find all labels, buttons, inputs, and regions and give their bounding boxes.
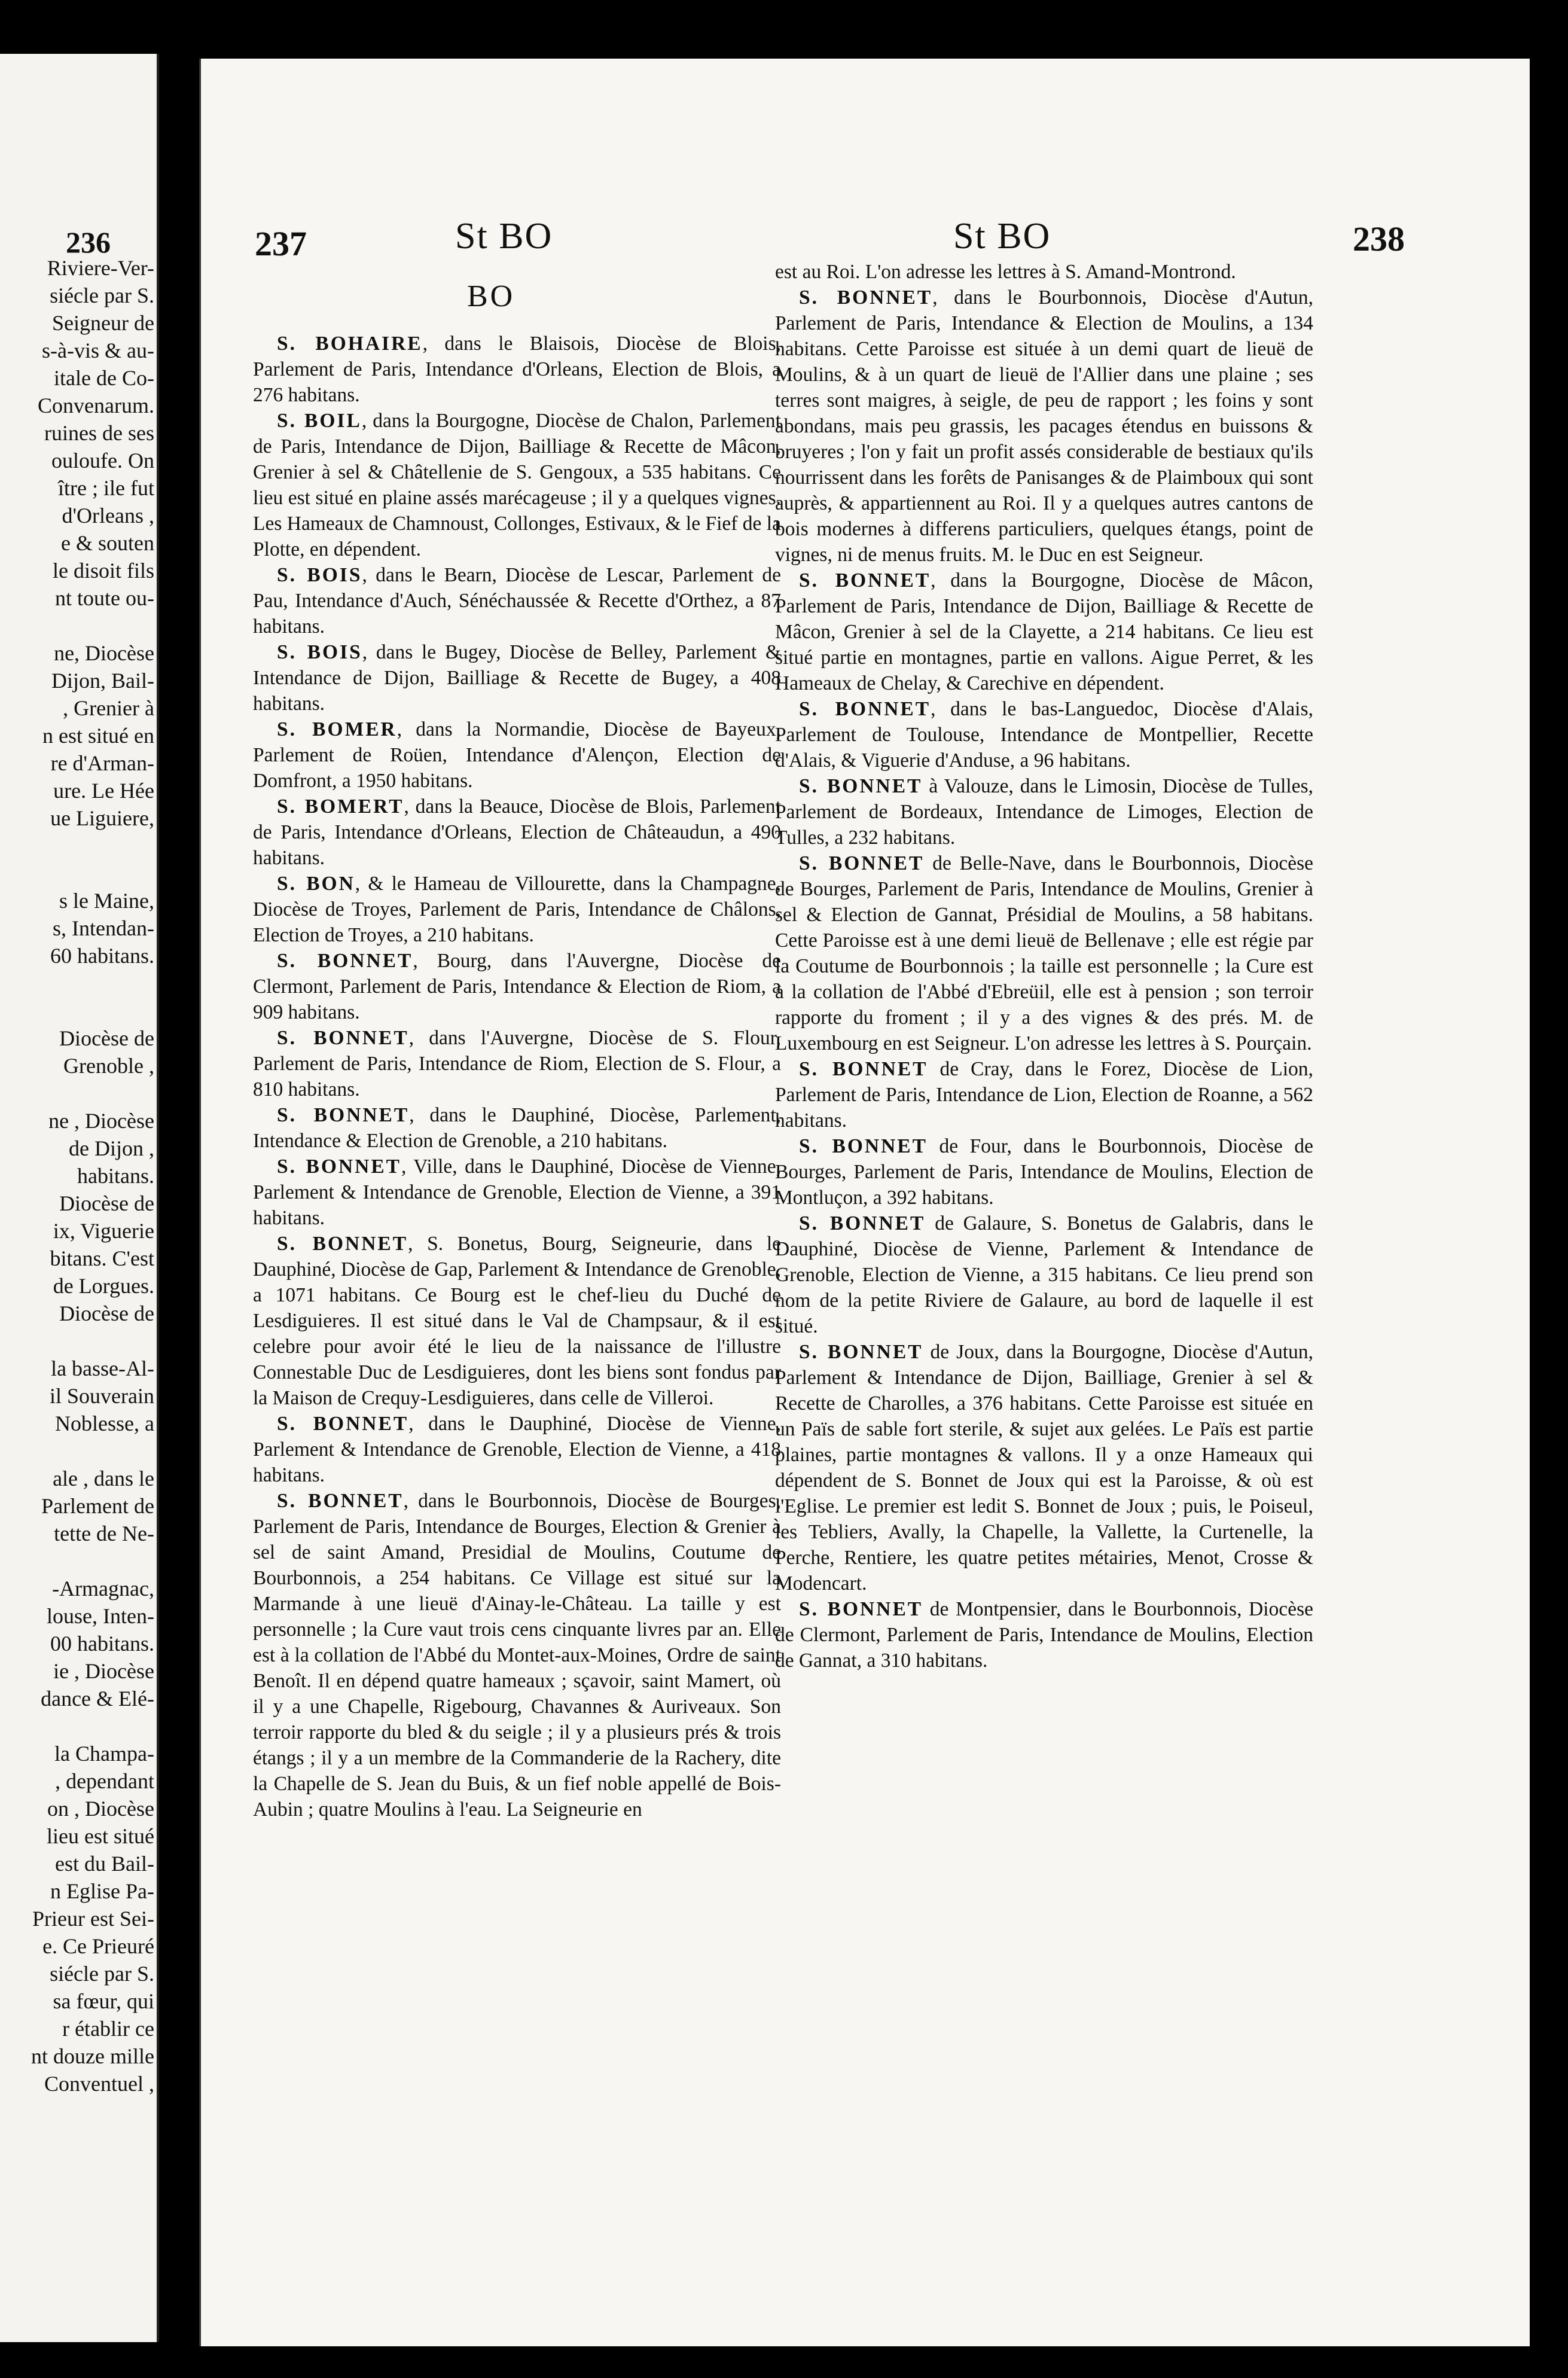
gazetteer-entry [253, 1102, 781, 1154]
fragment-line: e. Ce Prieuré [42, 1934, 154, 1958]
entry-text: , dans le bas-Languedoc, Diocèse d'Alais, Parlement de Toulouse, Intendance de Montpellier, Recette d'Alais, & Viguerie d'Anduse, a 96 habitans. [775, 698, 1314, 772]
left-page-number: 236 [66, 225, 111, 259]
fragment-line: de Dijon , [69, 1136, 154, 1160]
fragment-line: nt toute ou- [55, 586, 154, 610]
fragment-line: s-à-vis & au- [42, 339, 154, 362]
fragment-line: s, Intendan- [53, 916, 154, 940]
fragment-line: habitans. [77, 1164, 154, 1188]
entry-title: S. BONNET [799, 286, 933, 309]
gazetteer-entry [253, 871, 781, 948]
fragment-line: la basse-Al- [51, 1356, 154, 1380]
entry-title: S. BOMERT [277, 795, 404, 818]
left-column [253, 331, 781, 1822]
gazetteer-entry [253, 1411, 781, 1488]
entry-title: S. BOIS [277, 641, 362, 663]
entry-text: de Joux, dans la Bourgogne, Diocèse d'Autun, Parlement & Intendance de Dijon, Bailliage, Grenier à sel & Recette de Charolles, a 376 habitans. Cette Paroisse est située en un Païs de sable fort sterile, & sujet aux gelées. Le Païs est partie plaines, partie montagnes & vallons. Il y a onze Hameaux qui dépendent de S. Bonnet de Joux qui est la Paroisse, & où est l'Eglise. Le premier est ledit S. Bonnet de Joux ; puis, le Poiseul, les Tebliers, Avally, la Chapelle, la Vallette, la Curtenelle, la Perche, Rentiere, les quatre petites métairies, Menot, Crosse & Modencart. [775, 1341, 1313, 1595]
gazetteer-entry [253, 1488, 781, 1822]
entry-title: S. BONNET [277, 1233, 408, 1255]
entry-title: S. BONNET [799, 1598, 923, 1620]
gazetteer-entry [253, 1231, 781, 1411]
gazetteer-entry [775, 568, 1313, 696]
entry-text: de Four, dans le Bourbonnois, Diocèse de Bourges, Parlement de Paris, Intendance de Moulins, Election de Montluçon, a 392 habitans. [775, 1135, 1313, 1209]
previous-page-edge [0, 54, 159, 2342]
fragment-line: bitans. C'est [50, 1246, 154, 1270]
running-head-right: St BO [953, 216, 1051, 257]
fragment-line: , dependant [55, 1769, 154, 1793]
fragment-line: Grenoble , [63, 1054, 154, 1078]
entry-title: S. BONNET [277, 1104, 410, 1126]
entry-title: S. BONNET [277, 1027, 409, 1049]
entry-text: de Montpensier, dans le Bourbonnois, Diocèse de Clermont, Parlement de Paris, Intendance de Moulins, Election de Gannat, a 310 habitans. [775, 1598, 1313, 1672]
entry-text: , dans le Dauphiné, Diocèse de Vienne, Parlement & Intendance de Grenoble, Election de Vienne, a 418 habitans. [253, 1413, 781, 1486]
fragment-line: ruines de ses [44, 421, 154, 445]
gazetteer-entry [775, 773, 1313, 850]
gazetteer-entry [253, 1154, 781, 1231]
gazetteer-entry [775, 696, 1313, 773]
gazetteer-entry [775, 1056, 1313, 1133]
fragment-line: r établir ce [62, 2017, 154, 2041]
fragment-line: Riviere-Ver- [47, 256, 154, 280]
running-head-left: St BO [455, 216, 553, 257]
fragment-line: ître ; ile fut [58, 476, 154, 500]
fragment-line: Seigneur de [52, 311, 154, 335]
entry-title: S. BOIL [277, 410, 362, 432]
entry-title: S. BONNET [799, 1135, 928, 1157]
fragment-line: ne, Diocèse [54, 641, 154, 665]
entry-title: S. BONNET [277, 1413, 409, 1435]
fragment-line: tette de Ne- [54, 1522, 154, 1545]
entry-title: S. BONNET [799, 1341, 923, 1363]
fragment-line: est du Bail- [55, 1852, 154, 1876]
entry-text: , Ville, dans le Dauphiné, Diocèse de Vienne, Parlement & Intendance de Grenoble, Election de Vienne, a 391 habitans. [253, 1156, 781, 1229]
fragment-line: ie , Diocèse [53, 1659, 154, 1683]
right-column [775, 259, 1313, 1673]
fragment-line: ouloufe. On [51, 449, 154, 472]
fragment-line: siécle par S. [50, 283, 154, 307]
entry-text: , dans la Beauce, Diocèse de Blois, Parlement de Paris, Intendance d'Orleans, Election de Châteaudun, a 490 habitans. [253, 795, 781, 869]
fragment-line: lieu est situé [47, 1824, 154, 1848]
entry-title: S. BONNET [799, 852, 925, 874]
fragment-line: ale , dans le [53, 1467, 154, 1490]
gazetteer-entry [775, 1596, 1313, 1673]
gazetteer-entry [775, 1339, 1313, 1596]
fragment-line: itale de Co- [54, 366, 154, 390]
fragment-line: ix, Viguerie [53, 1219, 154, 1243]
section-heading: BO [467, 279, 515, 313]
entry-text: , Bourg, dans l'Auvergne, Diocèse de Clermont, Parlement de Paris, Intendance & Election de Riom, a 909 habitans. [253, 950, 782, 1023]
page [199, 59, 1530, 2346]
gazetteer-entry [775, 1211, 1313, 1339]
fragment-line: Diocèse de [59, 1191, 154, 1215]
fragment-line: nt douze mille [31, 2044, 154, 2068]
fragment-line: Conventuel , [44, 2072, 154, 2096]
fragment-line: e & souten [61, 531, 154, 555]
fragment-line: -Armagnac, [52, 1577, 154, 1600]
gazetteer-entry [253, 717, 781, 794]
entry-text: , dans la Bourgogne, Diocèse de Mâcon, Parlement de Paris, Intendance de Dijon, Bailliage & Recette de Mâcon, Grenier à sel de la Clayette, a 214 habitans. Ce lieu est situé partie en montagnes, partie en vallons. Aigue Perret, & les Hameaux de Chelay, & Carechive en dépendent. [775, 569, 1313, 694]
entry-title: S. BONNET [799, 698, 931, 720]
entry-text: , dans l'Auvergne, Diocèse de S. Flour, Parlement de Paris, Intendance de Riom, Election de S. Flour, a 810 habitans. [253, 1027, 781, 1100]
fragment-line: Dijon, Bail- [51, 669, 154, 693]
entry-title: S. BOIS [277, 564, 362, 586]
fragment-line: de Lorgues. [53, 1274, 154, 1298]
entry-title: S. BON [277, 873, 355, 895]
entry-text: , dans le Bourbonnois, Diocèse d'Autun, Parlement de Paris, Intendance & Election de Moulins, a 134 habitans. Cette Paroisse est située à un demi quart de lieuë de Moulins, & à un quart de lieuë de l'Allier dans une plaine ; ses terres sont maigres, à seigle, de peu de rapport ; les foins y sont abondans, mais peu grassis, les pacages étendus en buissons & bruyeres ; l'on y fait un profit assés considerable de bestiaux qu'ils nourrissent dans les forêts de Panisanges & de Plaimboux qui sont auprès, & appartiennent au Roi. Il y a quelques autres cantons de bois modernes à differens particuliers, quelques étangs, point de vignes, ni de menus fruits. M. le Duc en est Seigneur. [775, 286, 1314, 566]
entry-text: , dans la Normandie, Diocèse de Bayeux, Parlement de Roüen, Intendance d'Alençon, Election de Domfront, a 1950 habitans. [253, 718, 781, 792]
entry-title: S. BONNET [799, 1212, 926, 1234]
gazetteer-entry [253, 794, 781, 871]
entry-text: , dans le Bugey, Diocèse de Belley, Parlement & Intendance de Dijon, Bailliage & Recette de Bugey, a 408 habitans. [253, 641, 782, 715]
entry-text: , dans le Dauphiné, Diocèse, Parlement, Intendance & Election de Grenoble, a 210 habitans. [253, 1104, 782, 1152]
fragment-line: sa fœur, qui [53, 1989, 154, 2013]
gazetteer-entry [253, 331, 781, 408]
gazetteer-entry [253, 948, 781, 1025]
gazetteer-entry [775, 850, 1313, 1056]
entry-title: S. BONNET [277, 950, 413, 972]
gazetteer-entry [775, 1133, 1313, 1211]
fragment-line: Convenarum. [38, 394, 154, 417]
fragment-line: le disoit fils [53, 559, 154, 583]
entry-text: de Belle-Nave, dans le Bourbonnois, Diocèse de Bourges, Parlement de Paris, Intendance de Moulins, Grenier à sel & Election de Gannat, Présidial de Moulins, a 58 habitans. Cette Paroisse est à une demi lieuë de Bellenave ; elle est régie par la Coutume de Bourbonnois ; la taille est personnelle ; la Cure est à la collation de l'Abbé d'Ebreüil, elle est à pension ; son terroir rapporte du froment ; il y a des vignes & des prés. M. de Luxembourg en est Seigneur. L'on adresse les lettres à S. Pourçain. [775, 852, 1313, 1054]
entry-title: S. BONNET [277, 1490, 404, 1512]
gazetteer-entry [775, 259, 1313, 285]
fragment-line: la Champa- [54, 1742, 154, 1766]
fragment-line: Parlement de [41, 1494, 154, 1518]
entry-title: S. BONNET [799, 1058, 928, 1080]
fragment-line: s le Maine, [59, 889, 154, 913]
entry-text: à Valouze, dans le Limosin, Diocèse de Tulles, Parlement de Bordeaux, Intendance de Limoges, Election de Tulles, a 232 habitans. [775, 775, 1314, 849]
fragment-line: ure. Le Hée [53, 779, 154, 803]
entry-text: , dans le Blaisois, Diocèse de Blois, Parlement de Paris, Intendance d'Orleans, Election de Blois, a 276 habitans. [253, 333, 781, 406]
gazetteer-entry [253, 408, 781, 562]
gazetteer-entry [775, 285, 1313, 568]
entry-text: , S. Bonetus, Bourg, Seigneurie, dans le Dauphiné, Diocèse de Gap, Parlement & Intendance de Grenoble, a 1071 habitans. Ce Bourg est le chef-lieu du Duché de Lesdiguieres. Il est situé dans le Val de Champsaur, & il est celebre pour avoir été le lieu de la naissance de l'illustre Connestable Duc de Lesdiguieres, dont les biens sont fondus par la Maison de Crequy-Lesdiguieres, dans celle de Villeroi. [253, 1233, 781, 1409]
entry-title: S. BOMER [277, 718, 397, 740]
entry-title: S. BONNET [799, 775, 923, 797]
entry-text: est au Roi. L'on adresse les lettres à S. Amand-Montrond. [775, 261, 1236, 283]
fragment-line: on , Diocèse [47, 1797, 154, 1821]
fragment-line: Diocèse de [59, 1301, 154, 1325]
entry-text: , dans le Bearn, Diocèse de Lescar, Parlement de Pau, Intendance d'Auch, Sénéchaussée & Recette d'Orthez, a 87 habitans. [253, 564, 781, 638]
page-number-left: 237 [255, 224, 307, 263]
fragment-line: Noblesse, a [55, 1411, 154, 1435]
fragment-line: d'Orleans , [62, 504, 154, 528]
page-number-right: 238 [1353, 219, 1405, 258]
gazetteer-entry [253, 562, 781, 639]
fragment-line: ue Liguiere, [50, 806, 154, 830]
fragment-line: louse, Inten- [47, 1604, 154, 1628]
fragment-line: dance & Elé- [41, 1687, 154, 1711]
fragment-line: 60 habitans. [50, 944, 154, 968]
fragment-line: siécle par S. [50, 1962, 154, 1986]
fragment-line: n Eglise Pa- [50, 1879, 154, 1903]
fragment-line: il Souverain [50, 1384, 154, 1408]
entry-text: de Galaure, S. Bonetus de Galabris, dans le Dauphiné, Diocèse de Vienne, Parlement & Intendance de Grenoble, Election de Vienne, a 315 habitans. Ce lieu prend son nom de la petite Riviere de Galaure, au bord de laquelle il est situé. [775, 1212, 1314, 1337]
entry-title: S. BONNET [799, 569, 931, 592]
entry-title: S. BONNET [277, 1156, 402, 1178]
entry-text: , & le Hameau de Villourette, dans la Champagne, Diocèse de Troyes, Parlement de Paris, Intendance de Châlons, Election de Troyes, a 210 habitans. [253, 873, 781, 946]
gazetteer-entry [253, 639, 781, 717]
fragment-line: 00 habitans. [50, 1632, 154, 1656]
entry-text: , dans le Bourbonnois, Diocèse de Bourges, Parlement de Paris, Intendance de Bourges, Election & Grenier à sel de saint Amand, Presidial de Moulins, Coutume de Bourbonnois, a 254 habitans. Ce Village est situé sur la Marmande à une lieuë d'Ainay-le-Château. La taille y est personnelle ; la Cure vaut trois cens cinquante livres par an. Elle est à la collation de l'Abbé du Montet-aux-Moines, Ordre de saint Benoît. Il en dépend quatre hameaux ; sçavoir, saint Mamert, où il y a une Chapelle, Rigebourg, Chavannes & Auriveaux. Son terroir rapporte du bled & du seigle ; il y a plusieurs prés & trois étangs ; il y a un membre de la Commanderie de la Rachery, dite la Chapelle de S. Jean du Buis, & un fief noble appellé de Bois-Aubin ; quatre Moulins à l'eau. La Seigneurie en [253, 1490, 781, 1821]
entry-title: S. BOHAIRE [277, 333, 423, 355]
fragment-line: re d'Arman- [50, 751, 154, 775]
fragment-line: Prieur est Sei- [32, 1907, 154, 1931]
entry-text: , dans la Bourgogne, Diocèse de Chalon, Parlement de Paris, Intendance de Dijon, Bailliage & Recette de Mâcon, Grenier à sel & Châtellenie de S. Gengoux, a 535 habitans. Ce lieu est situé en plaine assés marécageuse ; il y a quelques vignes. Les Hameaux de Chamnoust, Collonges, Estivaux, & le Fief de la Plotte, en dépendent. [253, 410, 781, 560]
fragment-line: n est situé en [42, 724, 154, 748]
entry-text: de Cray, dans le Forez, Diocèse de Lion, Parlement de Paris, Intendance de Lion, Election de Roanne, a 562 habitans. [775, 1058, 1314, 1132]
fragment-line: Diocèse de [59, 1026, 154, 1050]
fragment-line: , Grenier à [63, 696, 154, 720]
gazetteer-entry [253, 1025, 781, 1102]
fragment-line: ne , Diocèse [48, 1109, 154, 1133]
